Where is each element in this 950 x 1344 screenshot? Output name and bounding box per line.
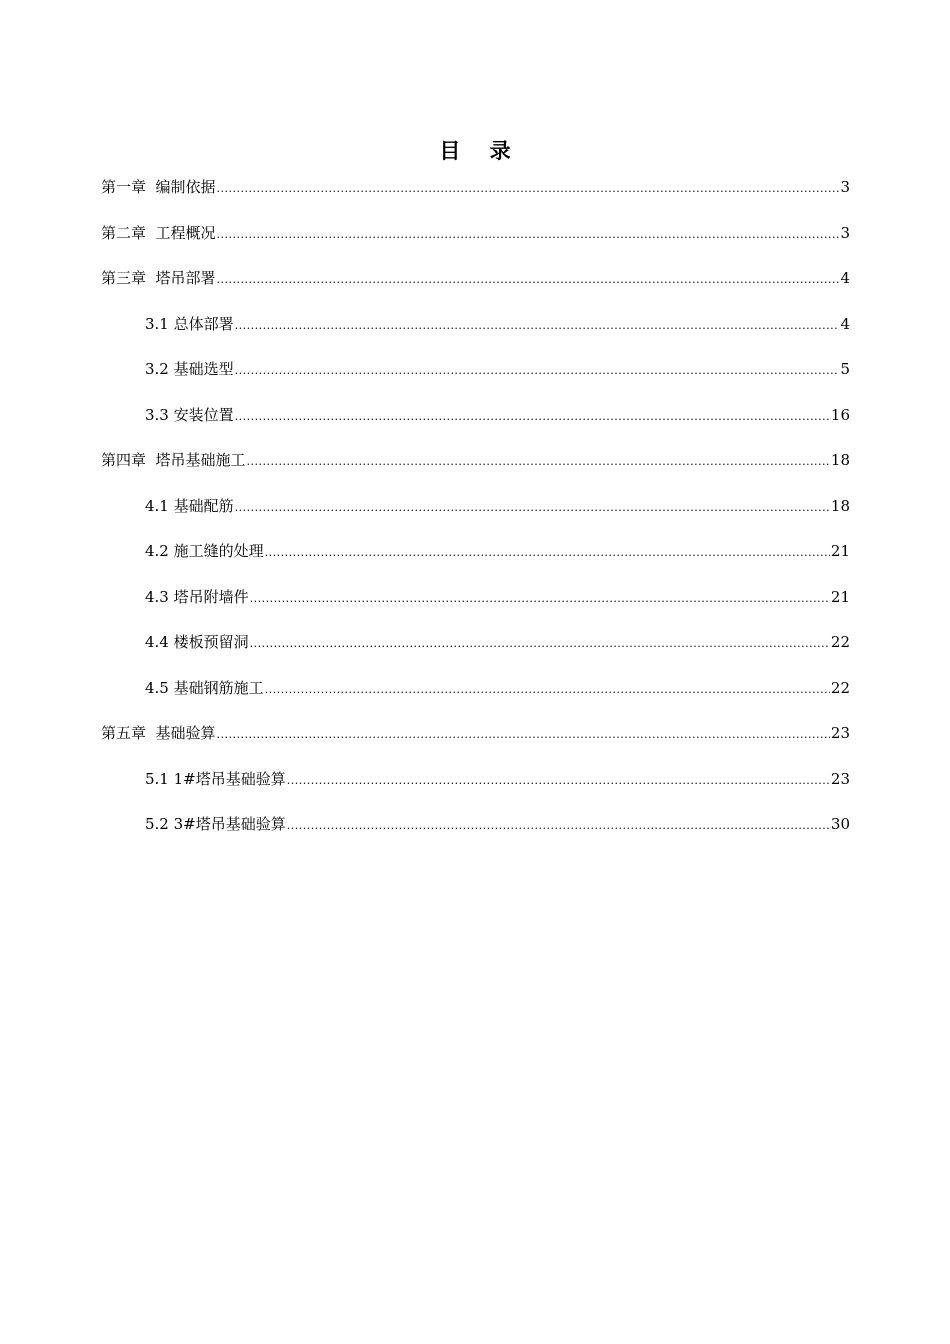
toc-dot-leader <box>217 267 840 293</box>
toc-dot-leader <box>287 768 830 794</box>
toc-page-number: 21 <box>830 542 850 560</box>
toc-dot-leader <box>250 586 830 612</box>
toc-entry-label: 4.2 施工缝的处理 <box>145 542 264 560</box>
toc-entry-chapter-3[interactable] <box>101 265 850 311</box>
toc-entry-section-3-2[interactable] <box>101 356 850 402</box>
toc-entry-label: 第二章 工程概况 <box>101 223 216 242</box>
toc-list <box>101 174 850 857</box>
toc-dot-leader <box>265 677 830 703</box>
toc-page-number: 5 <box>840 360 850 378</box>
toc-entry-label: 3.1 总体部署 <box>145 314 234 333</box>
toc-entry-section-4-2[interactable] <box>101 538 850 584</box>
toc-dot-leader <box>250 631 830 657</box>
toc-entry-section-5-2[interactable] <box>101 811 850 857</box>
toc-dot-leader <box>217 176 840 202</box>
toc-entry-label: 4.1 基础配筋 <box>145 496 234 515</box>
toc-dot-leader <box>217 722 830 748</box>
toc-page-number: 16 <box>830 405 850 424</box>
toc-entry-label: 4.4 楼板预留洞 <box>145 633 249 651</box>
toc-dot-leader <box>235 495 830 521</box>
toc-entry-section-4-5[interactable] <box>101 675 850 721</box>
toc-page-number: 4 <box>840 269 850 287</box>
toc-dot-leader <box>287 813 830 839</box>
toc-entry-section-4-1[interactable] <box>101 493 850 539</box>
toc-entry-chapter-4[interactable] <box>101 447 850 493</box>
toc-entry-section-4-4[interactable] <box>101 629 850 675</box>
toc-entry-section-3-3[interactable] <box>101 402 850 448</box>
toc-title: 目 录 <box>439 138 511 163</box>
toc-entry-chapter-1[interactable] <box>101 174 850 220</box>
toc-page-number: 30 <box>830 815 850 833</box>
toc-entry-chapter-2[interactable] <box>101 220 850 266</box>
toc-entry-chapter-5[interactable] <box>101 720 850 766</box>
toc-entry-label: 5.1 1#塔吊基础验算 <box>145 769 286 788</box>
toc-page-number: 21 <box>830 587 850 606</box>
toc-entry-section-4-3[interactable] <box>101 584 850 630</box>
toc-dot-leader <box>217 222 840 248</box>
toc-page-number: 18 <box>830 451 850 469</box>
toc-entry-label: 第四章 塔吊基础施工 <box>101 451 246 469</box>
toc-dot-leader <box>247 449 830 475</box>
toc-page-number: 23 <box>830 724 850 742</box>
toc-entry-label: 第五章 基础验算 <box>101 724 216 742</box>
toc-page-number: 3 <box>840 223 850 242</box>
toc-entry-label: 第一章 编制依据 <box>101 178 216 196</box>
toc-entry-label: 4.3 塔吊附墙件 <box>145 587 249 606</box>
toc-entry-label: 3.3 安装位置 <box>145 405 234 424</box>
toc-entry-label: 5.2 3#塔吊基础验算 <box>145 815 286 833</box>
toc-dot-leader <box>235 404 830 430</box>
toc-page-number: 4 <box>840 314 850 333</box>
toc-dot-leader <box>235 358 840 384</box>
toc-page-number: 3 <box>840 178 850 196</box>
toc-page-number: 23 <box>830 769 850 788</box>
toc-entry-section-3-1[interactable] <box>101 311 850 357</box>
toc-dot-leader <box>235 313 840 339</box>
toc-entry-label: 4.5 基础钢筋施工 <box>145 678 264 697</box>
toc-dot-leader <box>265 540 830 566</box>
toc-page-number: 22 <box>830 678 850 697</box>
toc-page-number: 22 <box>830 633 850 651</box>
toc-page-number: 18 <box>830 496 850 515</box>
toc-entry-label: 第三章 塔吊部署 <box>101 269 216 287</box>
toc-entry-label: 3.2 基础选型 <box>145 360 234 378</box>
toc-entry-section-5-1[interactable] <box>101 766 850 812</box>
